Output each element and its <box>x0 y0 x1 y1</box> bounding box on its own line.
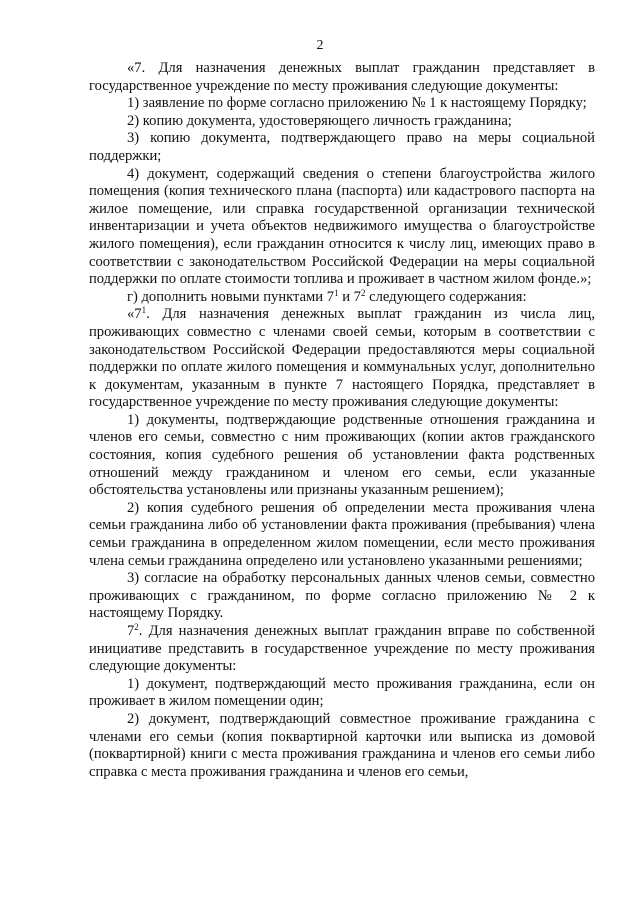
paragraph-item-7-2: 2) копию документа, удостоверяющего личность гражданина; <box>127 112 512 129</box>
superscript: 1 <box>141 305 147 316</box>
text-run: 7 <box>127 623 135 639</box>
text-run: . Для назначения денежных выплат гражданин вправе по собственной инициативе представить в государственное учреждение по месту проживания следующие документы: <box>89 623 595 675</box>
paragraph-item-7-1: 1) заявление по форме согласно приложению № 1 к настоящему Порядку; <box>127 95 587 112</box>
text-run: г) дополнить новыми пунктами 7 <box>127 288 335 305</box>
paragraph-item-7-sup2-2: 2) документ, подтверждающий совместное проживание гражданина с членами его семьи (копия поквартирной карточки или выписка из домовой (поквартирной) книги с места проживания гражданина и членов его семьи либо справка с места проживания гражданина и членов его семьи, <box>89 710 595 780</box>
superscript: 1 <box>334 287 339 298</box>
page-number: 2 <box>316 38 324 53</box>
superscript: 2 <box>360 287 366 298</box>
paragraph-item-7-3: 3) копию документа, подтверждающего право на меры социальной поддержки; <box>89 130 595 164</box>
paragraph-item-7-sup1-2: 2) копия судебного решения об определении места проживания члена семьи гражданина либо об установлении факта проживания (пребывания) члена семьи гражданина в определенном жилом помещении, если место проживания члена семьи гражданина определено или установлено указанными решениями; <box>89 499 595 569</box>
superscript: 2 <box>134 622 139 632</box>
paragraph-item-7-sup2 <box>89 623 595 676</box>
text-run: «7 <box>127 306 142 323</box>
paragraph-item-7: «7. Для назначения денежных выплат гражданин представляет в государственное учреждение по месту проживания следующие документы: <box>89 60 595 94</box>
text-run: следующего содержания: <box>365 288 527 305</box>
paragraph-item-7-4: 4) документ, содержащий сведения о степени благоустройства жилого помещения (копия технического плана (паспорта) или кадастрового паспорта на жилое помещение, или справка государственной организации технической инвентаризации и учета объектов недвижимого имущества о благоустройстве жилого помещения), если гражданин относится к числу лиц, имеющих право в соответствии с законодательством Российской Федерации на меры социальной поддержки по оплате стоимости топлива и проживает в частном жилом фонде.»; <box>89 165 595 288</box>
paragraph-item-7-sup1-1: 1) документы, подтверждающие родственные отношения гражданина и членов его семьи, совместно с ним проживающих (копии актов гражданского состояния, копия судебного решения об установлении факта родственных отношений между гражданином и членом его семьи, если указанные обстоятельства установлены или признаны указанным решением); <box>89 411 595 499</box>
text-run: и 7 <box>338 288 361 305</box>
paragraph-amendment-g <box>89 289 595 307</box>
text-run: . Для назначения денежных выплат гражданин из числа лиц, проживающих совместно с членами своей семьи, которым в соответствии с законодательством Российской Федерации предоставляются меры социальной поддержки по оплате жилого помещения и коммунальных услуг, дополнительно к документам, указанным в пункте 7 настоящего Порядка, представляет в государственное учреждение по месту проживания следующие документы: <box>89 306 595 411</box>
document-body <box>89 60 595 781</box>
paragraph-item-7-sup1-3: 3) согласие на обработку персональных данных членов семьи, совместно проживающих с гражданином, по форме согласно приложению № 2 к настоящему Порядку. <box>89 570 595 622</box>
paragraph-item-7-sup2-1: 1) документ, подтверждающий место проживания гражданина, если он проживает в жилом помещении один; <box>89 675 595 710</box>
paragraph-item-7-sup1 <box>89 306 595 412</box>
